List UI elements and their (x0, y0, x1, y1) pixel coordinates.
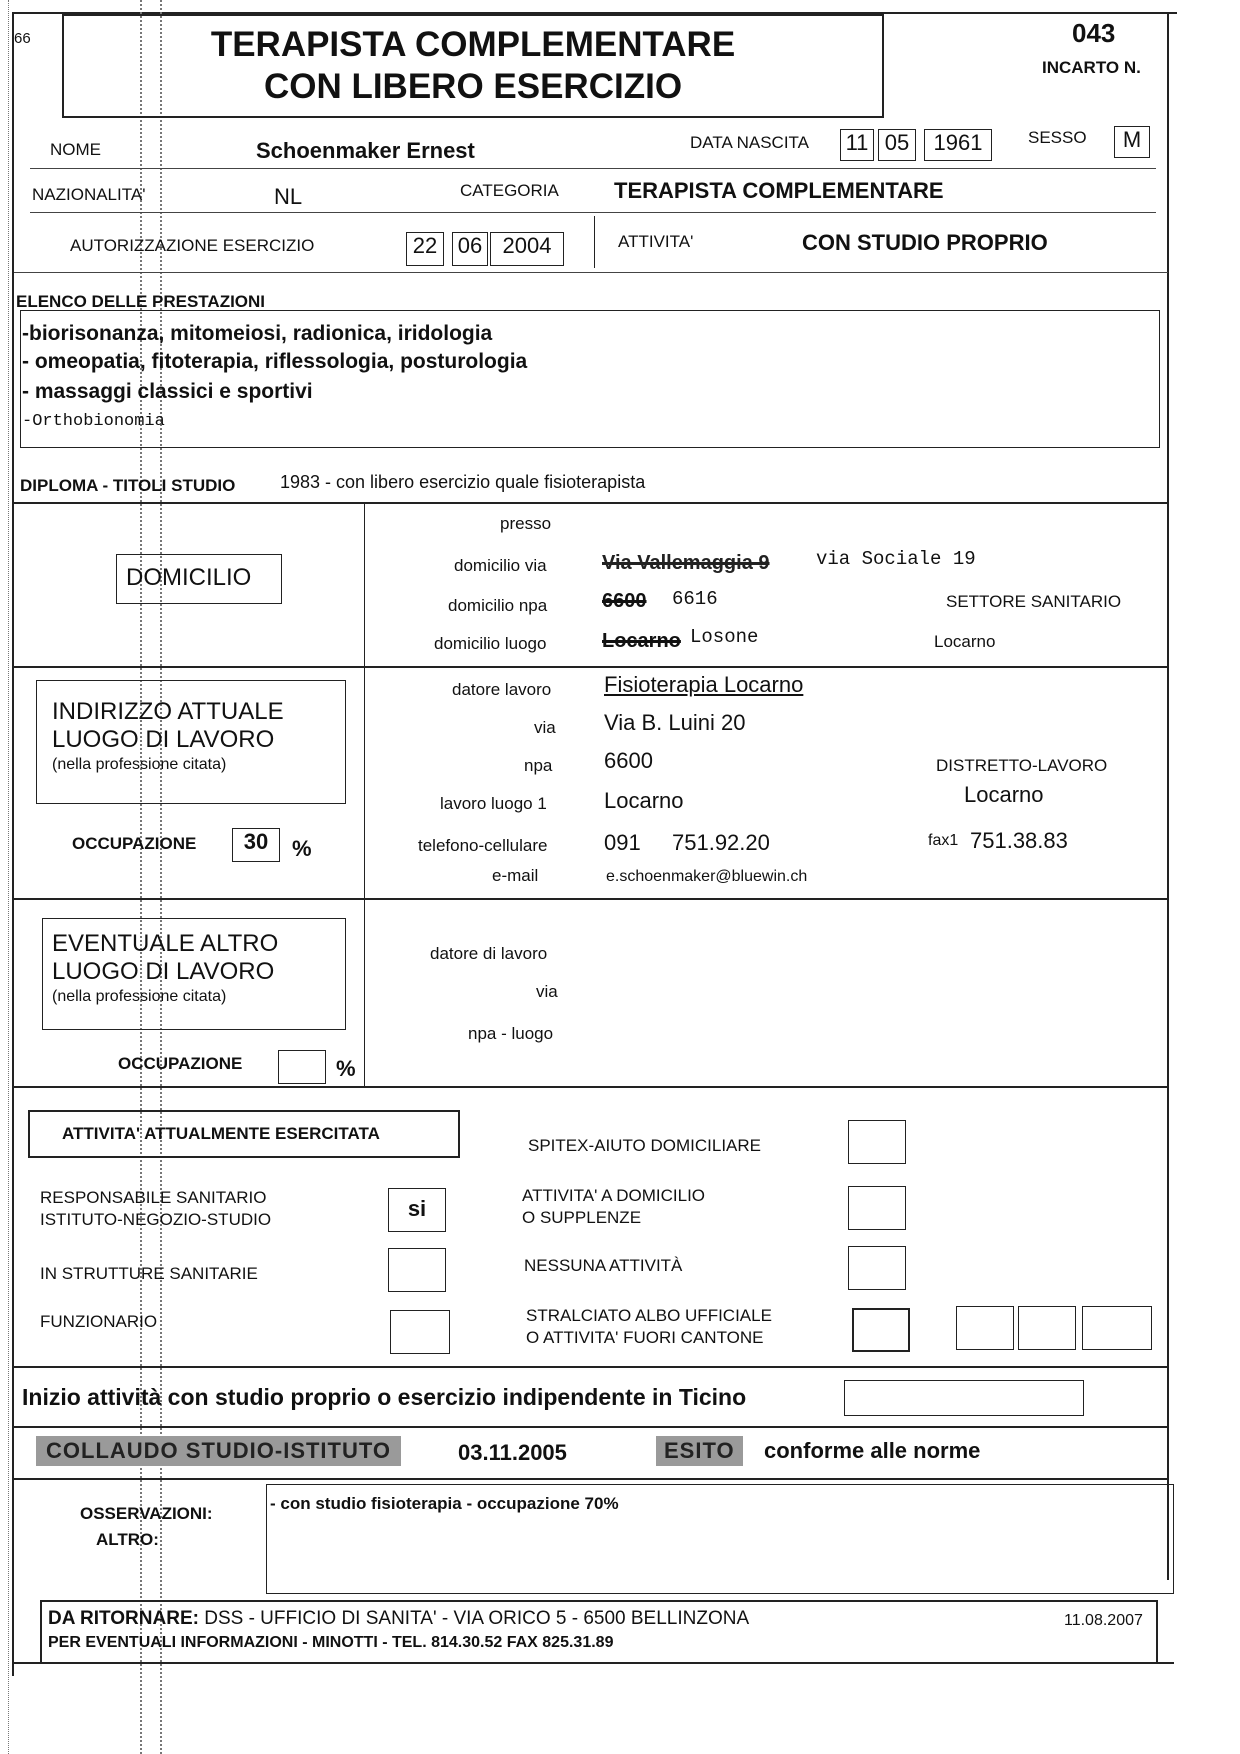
domicile-title: DOMICILIO (126, 564, 252, 591)
official-label: FUNZIONARIO (40, 1312, 158, 1331)
category-value: TERAPISTA COMPLEMENTARE (614, 178, 944, 203)
divider (594, 216, 595, 268)
auth-month: 06 (452, 232, 488, 266)
notes-label-2: ALTRO: (96, 1530, 159, 1549)
extra-box-1 (956, 1306, 1014, 1350)
fax-value: 751.38.83 (970, 828, 1068, 853)
occupation-value: 30 (232, 828, 280, 862)
name-label: NOME (50, 140, 101, 159)
birth-month: 05 (878, 129, 916, 161)
authorization-label: AUTORIZZAZIONE ESERCIZIO (70, 236, 315, 255)
no-activity-checkbox (848, 1246, 906, 1290)
inspection-date: 03.11.2005 (458, 1440, 567, 1465)
title-line-1: TERAPISTA COMPLEMENTARE (210, 25, 736, 64)
domicile-via-struck: Via Vallemaggia 9 (602, 552, 770, 574)
other-occupation-label: OCCUPAZIONE (118, 1054, 243, 1073)
other-employer-label: datore di lavoro (430, 944, 548, 963)
work-title-note: (nella professione citata) (52, 756, 227, 773)
spitex-checkbox (848, 1120, 906, 1164)
structures-label: IN STRUTTURE SANITARIE (40, 1264, 258, 1283)
sector-value: Locarno (934, 632, 996, 651)
work-via-label: via (534, 718, 556, 737)
auth-day: 22 (406, 232, 444, 266)
work-npa-value: 6600 (604, 748, 653, 773)
title-line-2: CON LIBERO ESERCIZIO (263, 67, 683, 106)
work-title-line-2: LUOGO DI LAVORO (52, 726, 275, 753)
punch-line (160, 0, 162, 1754)
phone-label: telefono-cellulare (418, 836, 548, 855)
sex-value: M (1114, 126, 1150, 158)
birth-year: 1961 (924, 129, 992, 161)
birth-label: DATA NASCITA (690, 133, 810, 152)
page-title (62, 24, 884, 108)
category-label: CATEGORIA (460, 181, 559, 200)
divider (14, 1366, 1168, 1368)
other-occupation-percent: % (336, 1056, 356, 1081)
structures-checkbox (388, 1248, 446, 1292)
other-work-title-line-2: LUOGO DI LAVORO (52, 958, 275, 985)
domicile-place-label: domicilio luogo (434, 634, 547, 653)
divider (14, 666, 1168, 668)
return-address: DSS - UFFICIO DI SANITA' - VIA ORICO 5 - 6500 BELLINZONA (204, 1608, 750, 1629)
phone-prefix: 091 (604, 830, 641, 855)
email-label: e-mail (492, 866, 539, 885)
divider (30, 168, 1156, 169)
other-work-title-note: (nella professione citata) (52, 988, 227, 1005)
other-npa-label: npa - luogo (468, 1024, 554, 1043)
extra-box-2 (1018, 1306, 1076, 1350)
spitex-label: SPITEX-AIUTO DOMICILIARE (528, 1136, 762, 1155)
sex-label: SESSO (1028, 128, 1087, 147)
page-number: 66 (14, 30, 31, 47)
service-line-4: -Orthobionomia (22, 412, 165, 431)
domicile-npa-label: domicilio npa (448, 596, 548, 615)
work-place-value: Locarno (604, 788, 684, 813)
district-label: DISTRETTO-LAVORO (936, 756, 1108, 775)
person-name: Schoenmaker Ernest (256, 138, 475, 163)
removed-checkbox (852, 1308, 910, 1352)
nationality-label: NAZIONALITA' (32, 185, 146, 204)
home-activity-label-1: ATTIVITA' A DOMICILIO (522, 1186, 706, 1205)
occupation-percent: % (292, 836, 312, 861)
divider (14, 272, 1168, 273)
email-value: e.schoenmaker@bluewin.ch (606, 868, 808, 885)
responsible-label-1: RESPONSABILE SANITARIO (40, 1188, 267, 1207)
domicile-npa-new: 6616 (672, 588, 718, 610)
other-via-label: via (536, 982, 558, 1001)
service-line-3: - massaggi classici e sportivi (22, 380, 313, 403)
other-work-title-line-1: EVENTUALE ALTRO (52, 930, 279, 957)
activity-value: CON STUDIO PROPRIO (802, 230, 1048, 255)
services-label: ELENCO DELLE PRESTAZIONI (16, 292, 266, 311)
work-npa-label: npa (524, 756, 553, 775)
right-border (1167, 12, 1169, 1580)
sector-label: SETTORE SANITARIO (946, 592, 1122, 611)
start-value-box (844, 1380, 1084, 1416)
phone-value: 751.92.20 (672, 830, 770, 855)
case-label: INCARTO N. (1042, 58, 1141, 77)
divider (14, 898, 1168, 900)
notes-label-1: OSSERVAZIONI: (80, 1504, 213, 1523)
domicile-via-label: domicilio via (454, 556, 547, 575)
result-label: ESITO (656, 1436, 743, 1466)
presso-label: presso (500, 514, 552, 533)
notes-text: - con studio fisioterapia - occupazione 70% (270, 1494, 619, 1513)
removed-label-1: STRALCIATO ALBO UFFICIALE (526, 1306, 772, 1325)
column-divider (364, 504, 365, 1086)
work-place-label: lavoro luogo 1 (440, 794, 547, 813)
employer-label: datore lavoro (452, 680, 552, 699)
return-label: DA RITORNARE: (48, 1608, 199, 1629)
responsible-label-2: ISTITUTO-NEGOZIO-STUDIO (40, 1210, 272, 1229)
divider (14, 1426, 1168, 1428)
no-activity-label: NESSUNA ATTIVITÀ (524, 1256, 683, 1275)
auth-year: 2004 (490, 232, 564, 266)
occupation-label: OCCUPAZIONE (72, 834, 197, 853)
case-number: 043 (1072, 18, 1116, 48)
return-line (48, 1608, 749, 1630)
service-line-2: - omeopatia, fitoterapia, riflessologia, posturologia (22, 350, 528, 373)
divider (14, 1086, 1168, 1088)
inspection-label: COLLAUDO STUDIO-ISTITUTO (36, 1436, 401, 1466)
footer-date: 11.08.2007 (1064, 1612, 1143, 1629)
district-value: Locarno (964, 782, 1044, 807)
extra-box-3 (1082, 1306, 1152, 1350)
responsible-value: si (388, 1188, 446, 1232)
employer-value: Fisioterapia Locarno (604, 672, 804, 697)
fax-label: fax1 (928, 832, 959, 849)
divider (30, 212, 1156, 213)
home-activity-label-2: O SUPPLENZE (522, 1208, 642, 1227)
nationality-value: NL (274, 184, 303, 209)
start-label: Inizio attività con studio proprio o esercizio indipendente in Ticino (22, 1384, 747, 1410)
domicile-place-struck: Locarno (602, 630, 681, 652)
activities-title: ATTIVITA' ATTUALMENTE ESERCITATA (62, 1124, 380, 1143)
official-checkbox (390, 1310, 450, 1354)
other-occupation-input (278, 1050, 326, 1084)
home-activity-checkbox (848, 1186, 906, 1230)
domicile-npa-struck: 6600 (602, 590, 647, 612)
divider (14, 1478, 1168, 1480)
domicile-via-new: via Sociale 19 (816, 548, 976, 570)
domicile-place-new: Losone (690, 626, 759, 648)
work-via-value: Via B. Luini 20 (604, 710, 746, 735)
punch-line (8, 0, 9, 1754)
punch-line (140, 0, 142, 1754)
result-value: conforme alle norme (764, 1438, 981, 1463)
activity-label: ATTIVITA' (618, 232, 694, 251)
work-title-line-1: INDIRIZZO ATTUALE (52, 698, 284, 725)
removed-label-2: O ATTIVITA' FUORI CANTONE (526, 1328, 764, 1347)
diploma-value: 1983 - con libero esercizio quale fisioterapista (280, 472, 646, 492)
birth-day: 11 (840, 129, 874, 161)
divider (14, 502, 1168, 504)
info-line: PER EVENTUALI INFORMAZIONI - MINOTTI - TEL. 814.30.52 FAX 825.31.89 (48, 1634, 614, 1651)
diploma-label: DIPLOMA - TITOLI STUDIO (20, 476, 236, 495)
service-line-1: -biorisonanza, mitomeiosi, radionica, iridologia (22, 322, 493, 345)
